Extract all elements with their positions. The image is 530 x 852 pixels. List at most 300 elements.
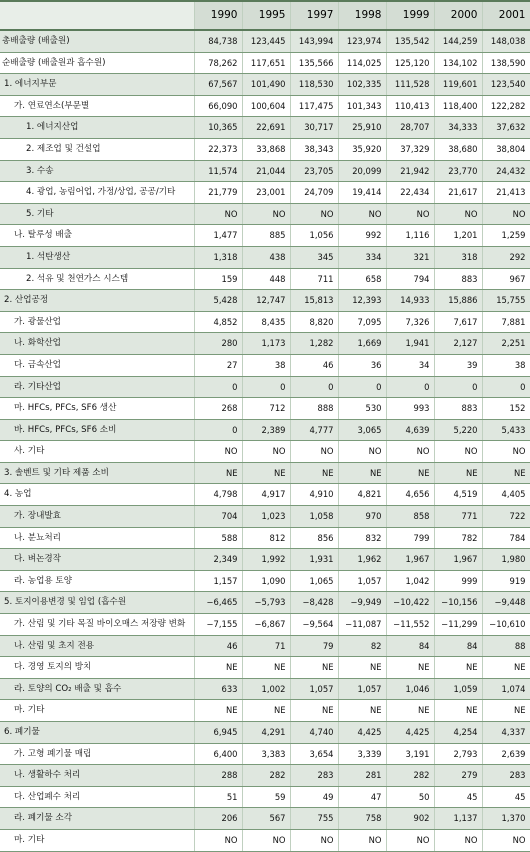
row-label: 라. 농업용 토양 <box>0 570 194 592</box>
value-cell: 1,967 <box>386 549 434 571</box>
value-cell: 993 <box>386 398 434 420</box>
row-label: 라. 폐기물 소각 <box>0 808 194 830</box>
table-row <box>0 160 530 182</box>
year-header: 1999 <box>386 1 434 30</box>
value-cell: 46 <box>194 635 242 657</box>
value-cell: 21,044 <box>242 160 290 182</box>
year-header: 1998 <box>338 1 386 30</box>
value-cell: NO <box>194 441 242 463</box>
value-cell: 6,945 <box>194 722 242 744</box>
value-cell: 902 <box>386 808 434 830</box>
table-row <box>0 743 530 765</box>
row-label: 3. 수송 <box>0 160 194 182</box>
table-row <box>0 419 530 441</box>
row-label: 나. 탈루성 배출 <box>0 225 194 247</box>
value-cell: 102,335 <box>338 74 386 96</box>
value-cell: 20,099 <box>338 160 386 182</box>
value-cell: 4,777 <box>290 419 338 441</box>
value-cell: 5,220 <box>434 419 482 441</box>
value-cell: 2,251 <box>482 333 530 355</box>
value-cell: 38 <box>482 354 530 376</box>
value-cell: 2,127 <box>434 333 482 355</box>
table-header <box>0 1 530 30</box>
year-header: 2001 <box>482 1 530 30</box>
value-cell: 123,974 <box>338 30 386 52</box>
value-cell: 4,798 <box>194 484 242 506</box>
value-cell: 143,994 <box>290 30 338 52</box>
value-cell: 22,373 <box>194 138 242 160</box>
value-cell: NO <box>242 441 290 463</box>
value-cell: 84,738 <box>194 30 242 52</box>
table-row <box>0 678 530 700</box>
value-cell: 38 <box>242 354 290 376</box>
value-cell: 148,038 <box>482 30 530 52</box>
value-cell: 4,405 <box>482 484 530 506</box>
row-label: 1. 에너지부문 <box>0 74 194 96</box>
value-cell: 3,191 <box>386 743 434 765</box>
table-row <box>0 117 530 139</box>
value-cell: NE <box>482 700 530 722</box>
value-cell: 967 <box>482 268 530 290</box>
value-cell: 812 <box>242 527 290 549</box>
value-cell: 50 <box>386 786 434 808</box>
value-cell: 658 <box>338 268 386 290</box>
value-cell: NO <box>242 829 290 851</box>
row-label: 사. 기타 <box>0 441 194 463</box>
table-row <box>0 765 530 787</box>
table-row <box>0 30 530 52</box>
value-cell: 5,433 <box>482 419 530 441</box>
value-cell: NO <box>434 441 482 463</box>
value-cell: 0 <box>290 376 338 398</box>
value-cell: 1,370 <box>482 808 530 830</box>
row-label: 다. 산업폐수 처리 <box>0 786 194 808</box>
value-cell: 4,656 <box>386 484 434 506</box>
value-cell: 46 <box>290 354 338 376</box>
row-label: 2. 산업공정 <box>0 290 194 312</box>
value-cell: 117,651 <box>242 52 290 74</box>
table-row <box>0 614 530 636</box>
value-cell: 67,567 <box>194 74 242 96</box>
value-cell: 35,920 <box>338 138 386 160</box>
table-row <box>0 462 530 484</box>
table-row <box>0 441 530 463</box>
value-cell: NE <box>242 462 290 484</box>
value-cell: 71 <box>242 635 290 657</box>
row-label: 마. 기타 <box>0 700 194 722</box>
row-label: 가. 고형 폐기물 매립 <box>0 743 194 765</box>
value-cell: NO <box>242 203 290 225</box>
value-cell: NO <box>482 203 530 225</box>
value-cell: 999 <box>434 570 482 592</box>
value-cell: −9,949 <box>338 592 386 614</box>
value-cell: NO <box>386 203 434 225</box>
value-cell: 2,349 <box>194 549 242 571</box>
value-cell: 8,435 <box>242 311 290 333</box>
table-row <box>0 74 530 96</box>
value-cell: 334 <box>338 246 386 268</box>
value-cell: 318 <box>434 246 482 268</box>
value-cell: 21,942 <box>386 160 434 182</box>
year-header: 1990 <box>194 1 242 30</box>
row-label: 1. 에너지산업 <box>0 117 194 139</box>
value-cell: NE <box>434 462 482 484</box>
value-cell: 78,262 <box>194 52 242 74</box>
value-cell: NE <box>194 700 242 722</box>
value-cell: 1,992 <box>242 549 290 571</box>
value-cell: −9,564 <box>290 614 338 636</box>
table-row <box>0 808 530 830</box>
value-cell: 49 <box>290 786 338 808</box>
value-cell: −6,465 <box>194 592 242 614</box>
value-cell: NO <box>290 441 338 463</box>
value-cell: 152 <box>482 398 530 420</box>
value-cell: 1,941 <box>386 333 434 355</box>
value-cell: 134,102 <box>434 52 482 74</box>
value-cell: NO <box>338 441 386 463</box>
value-cell: 206 <box>194 808 242 830</box>
value-cell: NO <box>194 829 242 851</box>
row-label: 가. 연료연소(부문별 <box>0 95 194 117</box>
value-cell: 4,425 <box>338 722 386 744</box>
value-cell: 1,669 <box>338 333 386 355</box>
value-cell: 12,393 <box>338 290 386 312</box>
value-cell: −10,610 <box>482 614 530 636</box>
value-cell: 1,057 <box>338 570 386 592</box>
table-row <box>0 268 530 290</box>
value-cell: 1,173 <box>242 333 290 355</box>
value-cell: 283 <box>482 765 530 787</box>
value-cell: 23,705 <box>290 160 338 182</box>
value-cell: 37,632 <box>482 117 530 139</box>
value-cell: 1,967 <box>434 549 482 571</box>
value-cell: 633 <box>194 678 242 700</box>
value-cell: NO <box>434 829 482 851</box>
value-cell: 345 <box>290 246 338 268</box>
value-cell: 4,821 <box>338 484 386 506</box>
table-row <box>0 549 530 571</box>
value-cell: 1,090 <box>242 570 290 592</box>
value-cell: 51 <box>194 786 242 808</box>
value-cell: 321 <box>386 246 434 268</box>
table-row <box>0 527 530 549</box>
value-cell: 84 <box>386 635 434 657</box>
value-cell: NO <box>338 203 386 225</box>
value-cell: 7,617 <box>434 311 482 333</box>
value-cell: 4,254 <box>434 722 482 744</box>
row-label: 다. 벼논경작 <box>0 549 194 571</box>
value-cell: 138,590 <box>482 52 530 74</box>
value-cell: 530 <box>338 398 386 420</box>
table-row <box>0 786 530 808</box>
value-cell: 11,574 <box>194 160 242 182</box>
value-cell: 38,804 <box>482 138 530 160</box>
value-cell: 66,090 <box>194 95 242 117</box>
value-cell: 755 <box>290 808 338 830</box>
value-cell: NO <box>386 829 434 851</box>
value-cell: NE <box>338 700 386 722</box>
value-cell: 1,058 <box>290 506 338 528</box>
value-cell: 37,329 <box>386 138 434 160</box>
value-cell: 4,852 <box>194 311 242 333</box>
table-row <box>0 354 530 376</box>
value-cell: NO <box>290 203 338 225</box>
header-row <box>0 1 530 30</box>
value-cell: −11,087 <box>338 614 386 636</box>
value-cell: −10,422 <box>386 592 434 614</box>
value-cell: 135,542 <box>386 30 434 52</box>
value-cell: 784 <box>482 527 530 549</box>
value-cell: 448 <box>242 268 290 290</box>
value-cell: 1,042 <box>386 570 434 592</box>
value-cell: 4,740 <box>290 722 338 744</box>
value-cell: 123,445 <box>242 30 290 52</box>
row-label: 라. 기타산업 <box>0 376 194 398</box>
value-cell: 0 <box>194 376 242 398</box>
value-cell: 10,365 <box>194 117 242 139</box>
table-row <box>0 290 530 312</box>
value-cell: 1,282 <box>290 333 338 355</box>
value-cell: 1,046 <box>386 678 434 700</box>
value-cell: 758 <box>338 808 386 830</box>
value-cell: NE <box>194 657 242 679</box>
value-cell: NO <box>434 203 482 225</box>
value-cell: 88 <box>482 635 530 657</box>
value-cell: 12,747 <box>242 290 290 312</box>
value-cell: 885 <box>242 225 290 247</box>
value-cell: 82 <box>338 635 386 657</box>
value-cell: 118,400 <box>434 95 482 117</box>
year-header: 2000 <box>434 1 482 30</box>
table-row <box>0 138 530 160</box>
row-label: 나. 화학산업 <box>0 333 194 355</box>
row-label: 다. 경영 토지의 방치 <box>0 657 194 679</box>
value-cell: 782 <box>434 527 482 549</box>
value-cell: −8,428 <box>290 592 338 614</box>
value-cell: NE <box>338 462 386 484</box>
table-row <box>0 376 530 398</box>
value-cell: 101,343 <box>338 95 386 117</box>
row-label: 5. 토지이용변경 및 임업 (흡수원 <box>0 592 194 614</box>
value-cell: −11,299 <box>434 614 482 636</box>
value-cell: 101,490 <box>242 74 290 96</box>
value-cell: 279 <box>434 765 482 787</box>
row-label: 4. 농업 <box>0 484 194 506</box>
value-cell: 1,137 <box>434 808 482 830</box>
value-cell: 21,617 <box>434 182 482 204</box>
value-cell: NO <box>482 829 530 851</box>
value-cell: 883 <box>434 398 482 420</box>
value-cell: 970 <box>338 506 386 528</box>
value-cell: 282 <box>386 765 434 787</box>
value-cell: 1,157 <box>194 570 242 592</box>
header-corner-cell <box>0 1 194 30</box>
table-row <box>0 700 530 722</box>
table-row <box>0 333 530 355</box>
value-cell: 1,962 <box>338 549 386 571</box>
value-cell: 33,868 <box>242 138 290 160</box>
value-cell: 21,413 <box>482 182 530 204</box>
value-cell: 3,065 <box>338 419 386 441</box>
value-cell: 0 <box>242 376 290 398</box>
row-label: 총배출량 (배출원) <box>0 30 194 52</box>
value-cell: 4,917 <box>242 484 290 506</box>
value-cell: 36 <box>338 354 386 376</box>
value-cell: 14,933 <box>386 290 434 312</box>
row-label: 가. 산림 및 기타 목질 바이오매스 저장량 변화 <box>0 614 194 636</box>
value-cell: 111,528 <box>386 74 434 96</box>
value-cell: 39 <box>434 354 482 376</box>
value-cell: 0 <box>194 419 242 441</box>
value-cell: 15,886 <box>434 290 482 312</box>
value-cell: 1,002 <box>242 678 290 700</box>
value-cell: 712 <box>242 398 290 420</box>
row-label: 나. 산림 및 초지 전용 <box>0 635 194 657</box>
value-cell: 1,074 <box>482 678 530 700</box>
value-cell: 856 <box>290 527 338 549</box>
value-cell: 45 <box>482 786 530 808</box>
value-cell: 8,820 <box>290 311 338 333</box>
value-cell: 7,095 <box>338 311 386 333</box>
table-row <box>0 225 530 247</box>
value-cell: −11,552 <box>386 614 434 636</box>
value-cell: NE <box>290 657 338 679</box>
value-cell: 0 <box>482 376 530 398</box>
row-label: 바. HFCs, PFCs, SF6 소비 <box>0 419 194 441</box>
value-cell: 1,980 <box>482 549 530 571</box>
value-cell: 1,116 <box>386 225 434 247</box>
value-cell: 28,707 <box>386 117 434 139</box>
value-cell: NE <box>434 657 482 679</box>
value-cell: 282 <box>242 765 290 787</box>
row-label: 마. HFCs, PFCs, SF6 생산 <box>0 398 194 420</box>
row-label: 가. 장내발효 <box>0 506 194 528</box>
value-cell: NE <box>290 462 338 484</box>
value-cell: 38,680 <box>434 138 482 160</box>
table-row <box>0 570 530 592</box>
value-cell: 22,691 <box>242 117 290 139</box>
value-cell: 1,056 <box>290 225 338 247</box>
value-cell: 125,120 <box>386 52 434 74</box>
value-cell: 2,639 <box>482 743 530 765</box>
value-cell: 858 <box>386 506 434 528</box>
year-header: 1995 <box>242 1 290 30</box>
table-row <box>0 398 530 420</box>
value-cell: NE <box>242 657 290 679</box>
value-cell: 117,475 <box>290 95 338 117</box>
value-cell: 883 <box>434 268 482 290</box>
table-row <box>0 506 530 528</box>
value-cell: 832 <box>338 527 386 549</box>
value-cell: 27 <box>194 354 242 376</box>
row-label: 마. 기타 <box>0 829 194 851</box>
value-cell: NO <box>338 829 386 851</box>
value-cell: 4,910 <box>290 484 338 506</box>
value-cell: 159 <box>194 268 242 290</box>
value-cell: 144,259 <box>434 30 482 52</box>
value-cell: NE <box>242 700 290 722</box>
value-cell: 438 <box>242 246 290 268</box>
row-label: 2. 제조업 및 건설업 <box>0 138 194 160</box>
value-cell: 23,770 <box>434 160 482 182</box>
value-cell: −5,793 <box>242 592 290 614</box>
value-cell: 24,432 <box>482 160 530 182</box>
value-cell: 1,318 <box>194 246 242 268</box>
value-cell: 4,425 <box>386 722 434 744</box>
value-cell: NE <box>434 700 482 722</box>
value-cell: 24,709 <box>290 182 338 204</box>
value-cell: NE <box>482 462 530 484</box>
value-cell: NE <box>290 700 338 722</box>
value-cell: 722 <box>482 506 530 528</box>
value-cell: 992 <box>338 225 386 247</box>
row-label: 가. 광물산업 <box>0 311 194 333</box>
value-cell: −9,448 <box>482 592 530 614</box>
value-cell: 281 <box>338 765 386 787</box>
row-label: 6. 폐기물 <box>0 722 194 744</box>
value-cell: 19,414 <box>338 182 386 204</box>
value-cell: 704 <box>194 506 242 528</box>
value-cell: 1,065 <box>290 570 338 592</box>
value-cell: 45 <box>434 786 482 808</box>
value-cell: 15,755 <box>482 290 530 312</box>
table-row <box>0 311 530 333</box>
value-cell: 3,654 <box>290 743 338 765</box>
value-cell: 15,813 <box>290 290 338 312</box>
value-cell: 280 <box>194 333 242 355</box>
value-cell: 711 <box>290 268 338 290</box>
value-cell: 79 <box>290 635 338 657</box>
value-cell: NE <box>386 700 434 722</box>
value-cell: 0 <box>434 376 482 398</box>
value-cell: 100,604 <box>242 95 290 117</box>
value-cell: 4,519 <box>434 484 482 506</box>
value-cell: 34,333 <box>434 117 482 139</box>
value-cell: 1,931 <box>290 549 338 571</box>
value-cell: 799 <box>386 527 434 549</box>
value-cell: 6,400 <box>194 743 242 765</box>
value-cell: 2,389 <box>242 419 290 441</box>
value-cell: 23,001 <box>242 182 290 204</box>
value-cell: 135,566 <box>290 52 338 74</box>
value-cell: 1,201 <box>434 225 482 247</box>
value-cell: 292 <box>482 246 530 268</box>
table-row <box>0 829 530 851</box>
value-cell: 59 <box>242 786 290 808</box>
value-cell: 30,717 <box>290 117 338 139</box>
table-row <box>0 635 530 657</box>
row-label: 라. 토양의 CO₂ 배출 및 흡수 <box>0 678 194 700</box>
value-cell: 1,259 <box>482 225 530 247</box>
table-row <box>0 246 530 268</box>
value-cell: 2,793 <box>434 743 482 765</box>
value-cell: 0 <box>338 376 386 398</box>
value-cell: 5,428 <box>194 290 242 312</box>
value-cell: 114,025 <box>338 52 386 74</box>
value-cell: NO <box>386 441 434 463</box>
table-row <box>0 182 530 204</box>
value-cell: NE <box>386 462 434 484</box>
value-cell: NO <box>290 829 338 851</box>
table-row <box>0 484 530 506</box>
value-cell: 4,639 <box>386 419 434 441</box>
table-row <box>0 52 530 74</box>
row-label: 1. 석탄생산 <box>0 246 194 268</box>
value-cell: 4,337 <box>482 722 530 744</box>
year-header: 1997 <box>290 1 338 30</box>
value-cell: 3,339 <box>338 743 386 765</box>
value-cell: 47 <box>338 786 386 808</box>
